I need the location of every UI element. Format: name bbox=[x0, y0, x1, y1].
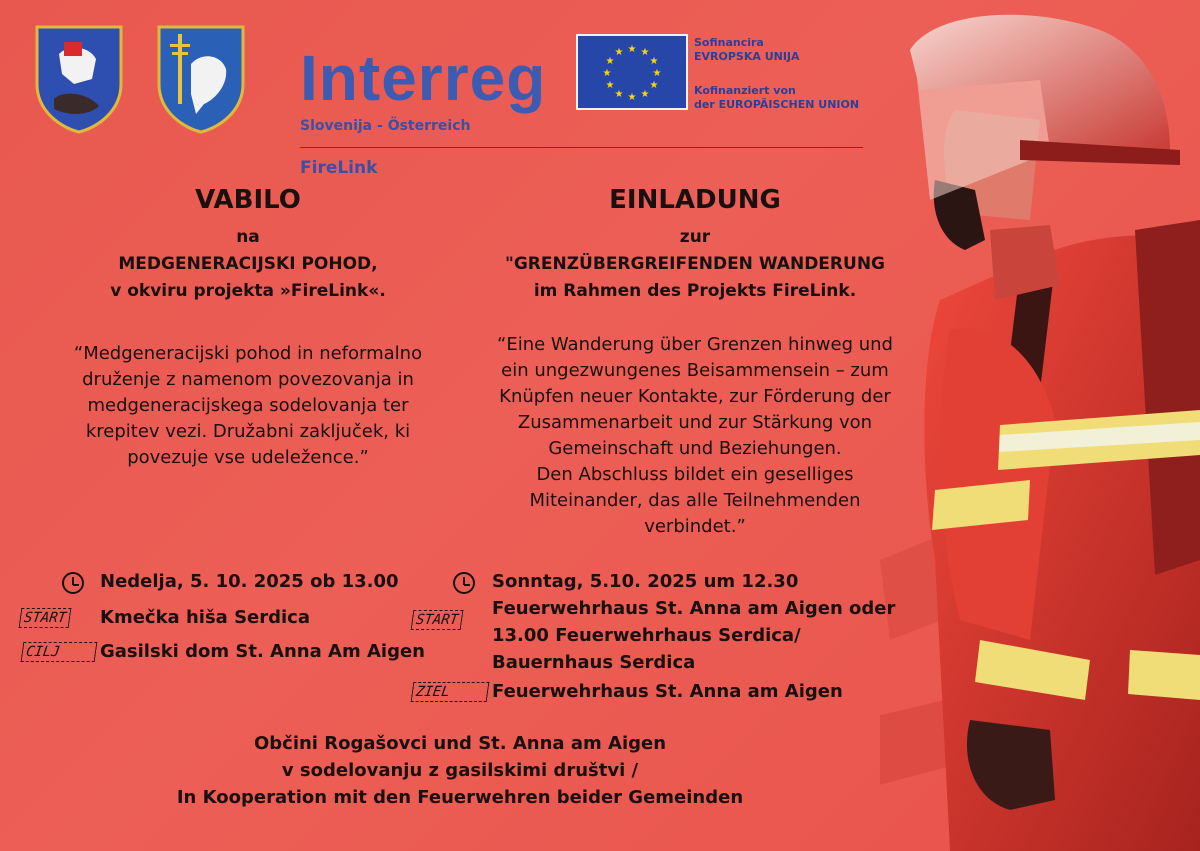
slovene-finish-place: Gasilski dom St. Anna Am Aigen bbox=[100, 641, 425, 662]
start-stamp: START bbox=[19, 608, 72, 628]
slovene-quote: “Medgeneracijski pohod in neformalno druženje z namenom povezovanja in medgeneracijskega sodelovanja ter krepitev vezi. Družabni zaključek, ki povezuje vse udeležence.” bbox=[73, 343, 423, 468]
german-quote-line: Den Abschluss bildet ein geselliges bbox=[536, 464, 854, 485]
interreg-region: Slovenija - Österreich bbox=[300, 118, 471, 134]
german-finish-place: Feuerwehrhaus St. Anna am Aigen bbox=[492, 681, 843, 702]
german-zur: zur bbox=[679, 227, 711, 247]
slovene-na: na bbox=[236, 227, 260, 247]
interreg-logo: Interreg bbox=[300, 42, 547, 114]
german-start-line-2: 13.00 Feuerwehrhaus Serdica/ bbox=[492, 625, 801, 646]
german-date: Sonntag, 5.10. 2025 um 12.30 bbox=[492, 571, 799, 592]
german-event-title: "GRENZÜBERGREIFENDEN WANDERUNG bbox=[504, 254, 885, 274]
german-quote-line: ein ungezwungenes Beisammensein – zum bbox=[501, 360, 889, 381]
slovene-start-place: Kmečka hiša Serdica bbox=[100, 607, 310, 628]
german-quote-line: verbindet.” bbox=[644, 516, 746, 537]
german-quote-line: Gemeinschaft und Beziehungen. bbox=[548, 438, 842, 459]
clock-icon bbox=[453, 572, 475, 594]
german-quote-line: Zusammenarbeit und zur Stärkung von bbox=[517, 412, 873, 433]
german-project-line: im Rahmen des Projekts FireLink. bbox=[533, 281, 857, 301]
footer-line: v sodelovanju z gasilskimi društvi / bbox=[281, 760, 639, 781]
svg-text:★: ★ bbox=[605, 80, 615, 91]
german-start-line-3: Bauernhaus Serdica bbox=[492, 652, 696, 673]
footer-line: Občini Rogašovci und St. Anna am Aigen bbox=[253, 733, 667, 754]
german-quote-line: “Eine Wanderung über Grenzen hinweg und bbox=[497, 334, 893, 355]
eu-cofinance-sl-2: EVROPSKA UNIJA bbox=[694, 50, 800, 63]
finish-stamp: CILJ bbox=[21, 642, 98, 662]
svg-text:★: ★ bbox=[602, 68, 612, 79]
st-anna-crest-icon bbox=[156, 24, 246, 134]
organizers-footer bbox=[140, 730, 780, 811]
german-start-line-1: Feuerwehrhaus St. Anna am Aigen oder bbox=[492, 598, 896, 619]
eu-cofinance-sl-1: Sofinancira bbox=[694, 36, 764, 49]
svg-text:★: ★ bbox=[649, 56, 659, 67]
svg-text:★: ★ bbox=[605, 56, 615, 67]
svg-text:★: ★ bbox=[627, 92, 637, 103]
svg-text:★: ★ bbox=[652, 68, 662, 79]
german-quote-line: Miteinander, das alle Teilnehmenden bbox=[529, 490, 861, 511]
slovene-project-line: v okviru projekta »FireLink«. bbox=[110, 281, 386, 301]
divider-line bbox=[300, 147, 863, 148]
footer-line: In Kooperation mit den Feuerwehren beider Gemeinden bbox=[176, 787, 744, 808]
finish-stamp: ZIEL bbox=[411, 682, 490, 702]
german-heading: EINLADUNG bbox=[609, 185, 781, 215]
svg-text:★: ★ bbox=[649, 80, 659, 91]
firefighter-illustration bbox=[880, 0, 1200, 851]
eu-cofinance-de-2: der EUROPÄISCHEN UNION bbox=[694, 98, 860, 111]
svg-text:★: ★ bbox=[614, 47, 624, 58]
svg-text:★: ★ bbox=[640, 89, 650, 100]
eu-flag-icon bbox=[576, 34, 688, 110]
clock-icon bbox=[62, 572, 84, 594]
svg-text:★: ★ bbox=[640, 47, 650, 58]
eu-cofinance-de-1: Kofinanziert von bbox=[694, 84, 796, 97]
german-quote-line: Knüpfen neuer Kontakte, zur Förderung der bbox=[499, 386, 891, 407]
svg-text:★: ★ bbox=[627, 44, 637, 55]
slovene-event-title: MEDGENERACIJSKI POHOD, bbox=[118, 254, 378, 274]
rogasovci-crest-icon bbox=[34, 24, 124, 134]
slovene-heading: VABILO bbox=[195, 185, 301, 215]
slovene-date: Nedelja, 5. 10. 2025 ob 13.00 bbox=[100, 571, 399, 592]
project-label: FireLink bbox=[300, 158, 378, 178]
svg-text:★: ★ bbox=[614, 89, 624, 100]
german-quote bbox=[470, 332, 920, 540]
start-stamp: START bbox=[411, 610, 464, 630]
